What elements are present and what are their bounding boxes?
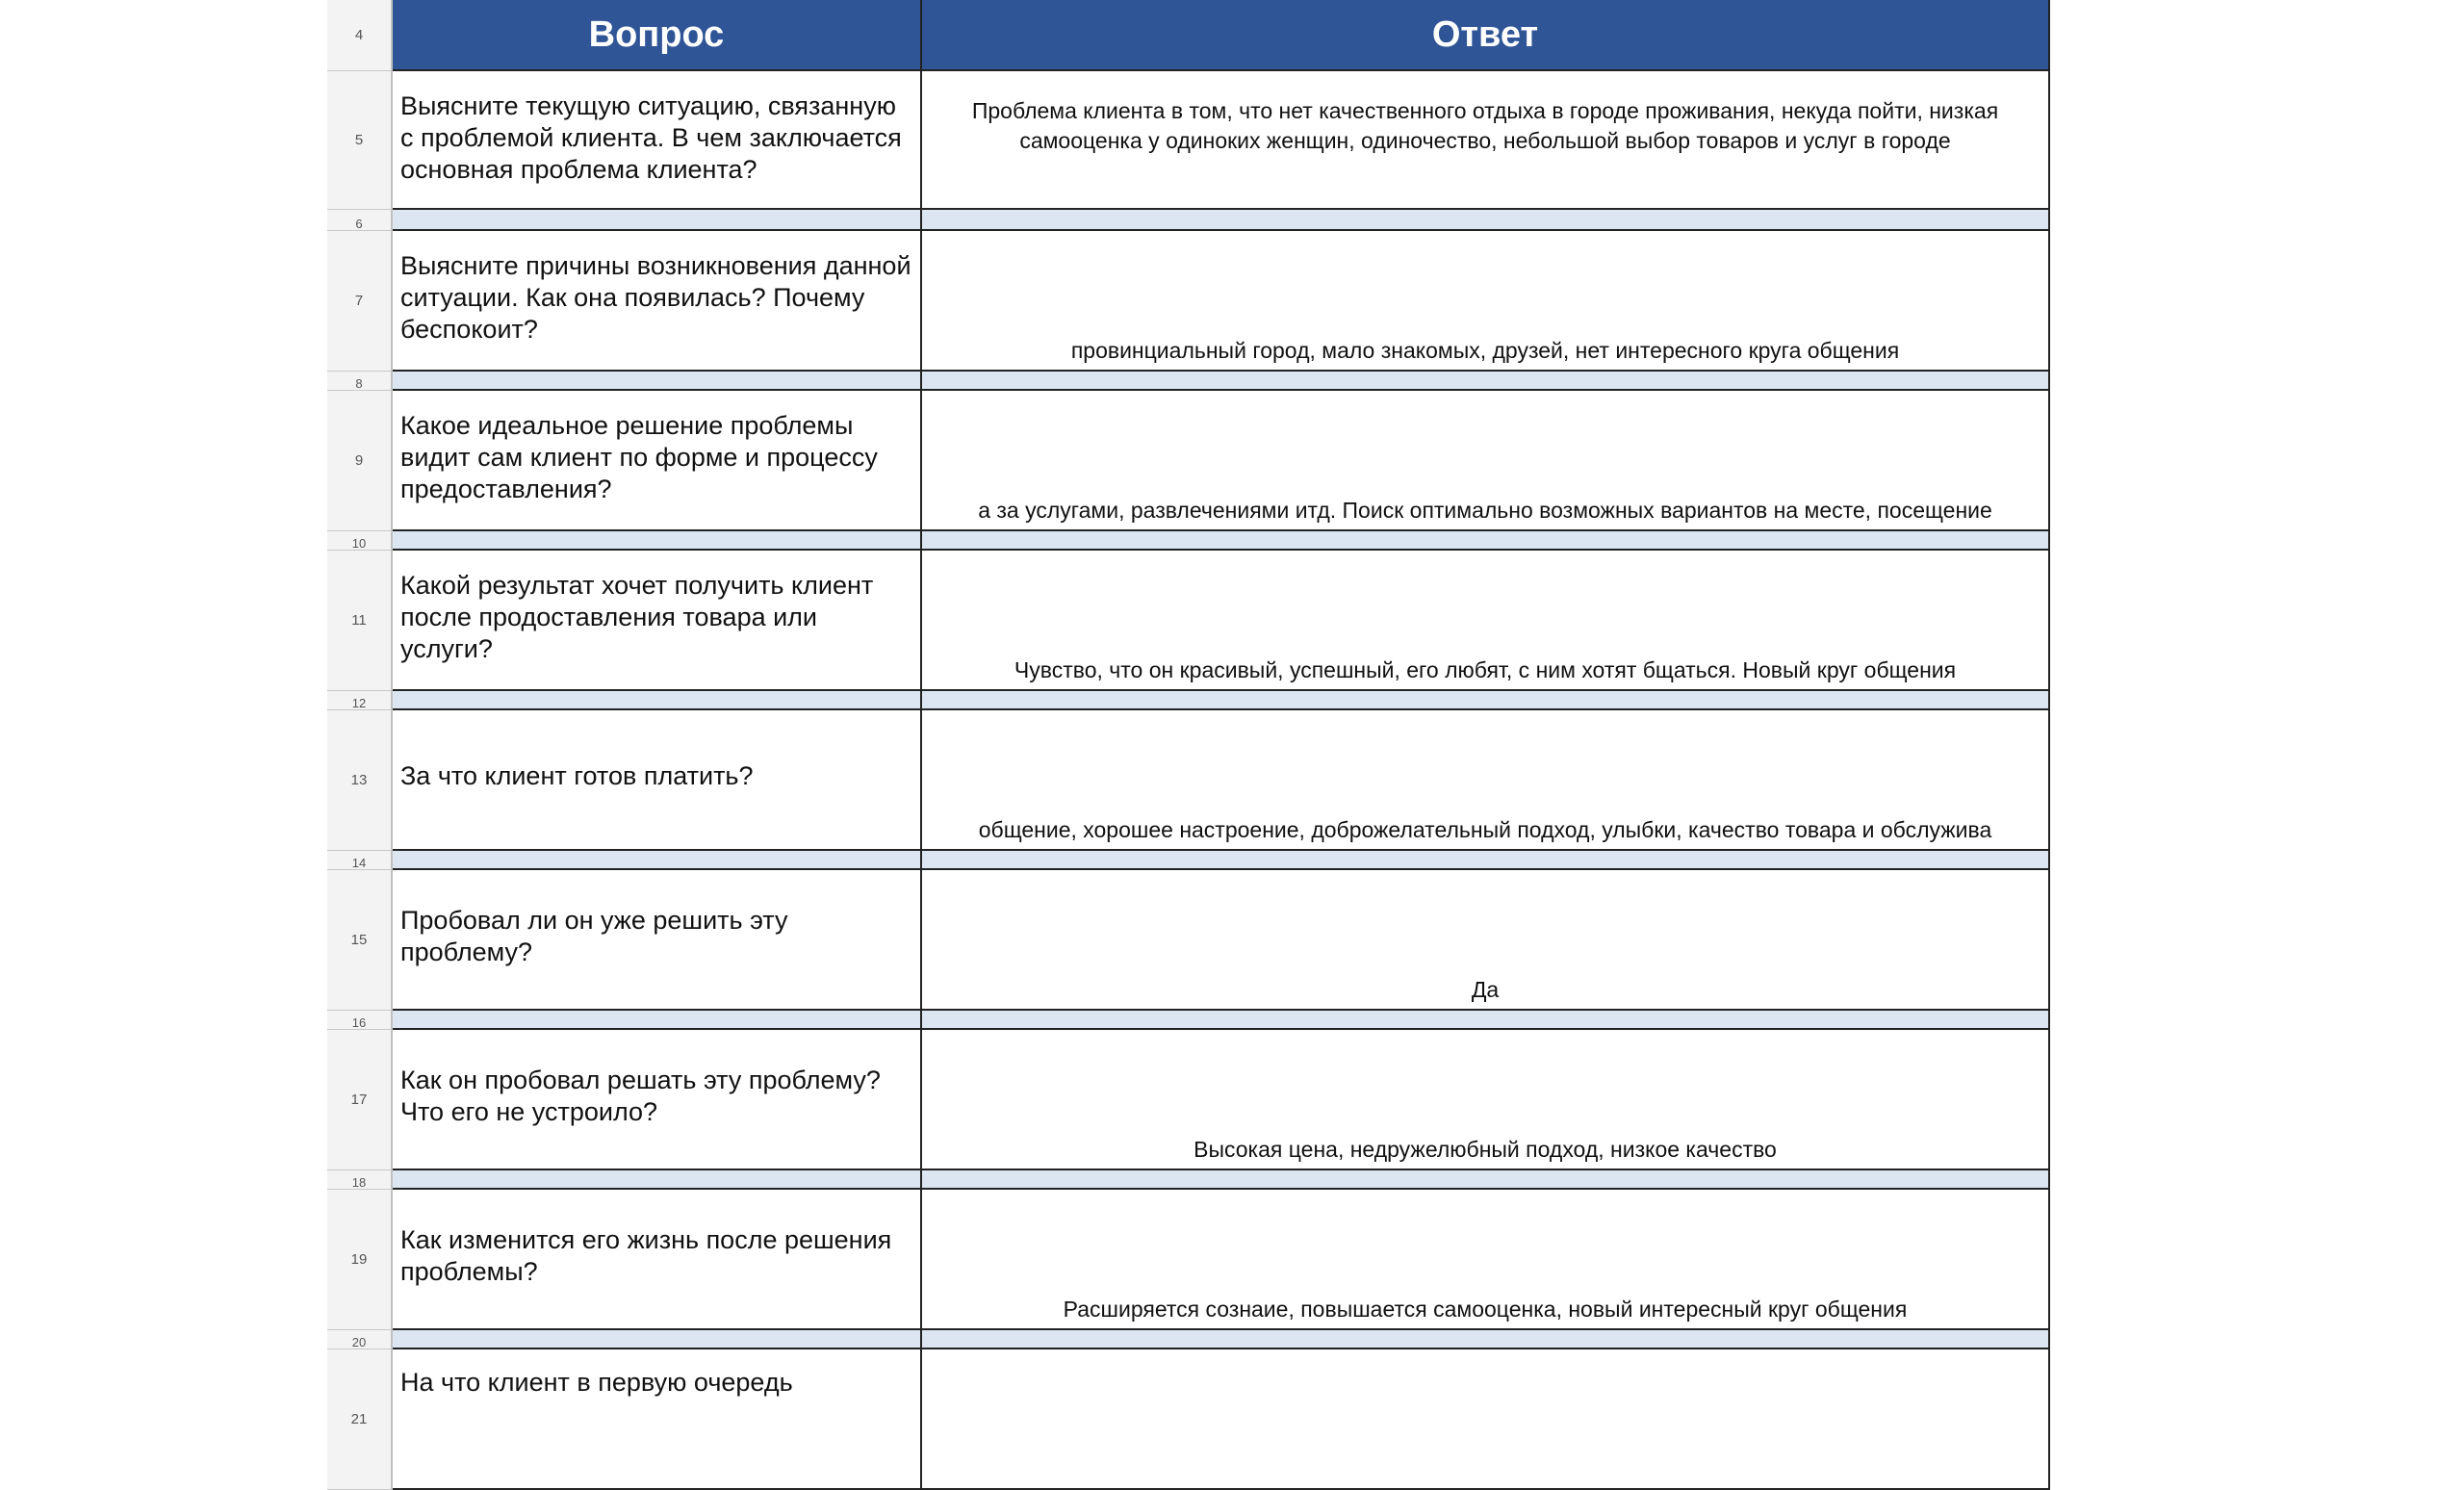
row-number[interactable]: 16 bbox=[327, 1011, 393, 1030]
separator-cell[interactable] bbox=[922, 1011, 2050, 1030]
question-text: Выясните текущую ситуацию, связанную с проблемой клиента. В чем заключается основная проблема клиента? bbox=[400, 91, 902, 184]
row-number[interactable]: 5 bbox=[327, 71, 393, 210]
separator-cell[interactable] bbox=[922, 372, 2050, 391]
answer-text: Да bbox=[1471, 977, 1500, 1002]
separator-cell[interactable] bbox=[393, 372, 922, 391]
answer-text: Чувство, что он красивый, успешный, его любят, с ним хотят бщаться. Новый круг общения bbox=[1014, 657, 1957, 682]
row-number[interactable]: 6 bbox=[327, 210, 393, 231]
answer-text: общение, хорошее настроение, доброжелательный подход, улыбки, качество товара и обслужива bbox=[978, 817, 1992, 842]
separator-cell[interactable] bbox=[393, 210, 922, 231]
question-text: Какой результат хочет получить клиент после продоставления товара или услуги? bbox=[400, 571, 874, 663]
row-number[interactable]: 9 bbox=[327, 391, 393, 531]
row-number[interactable]: 17 bbox=[327, 1030, 393, 1170]
row-number[interactable]: 19 bbox=[327, 1190, 393, 1330]
header-question-cell[interactable]: Вопрос bbox=[393, 0, 922, 71]
spreadsheet-grid bbox=[327, 0, 2050, 1427]
row-number[interactable]: 8 bbox=[327, 372, 393, 391]
separator-cell[interactable] bbox=[922, 851, 2050, 870]
answer-cell[interactable] bbox=[922, 710, 2050, 851]
row-number[interactable]: 11 bbox=[327, 551, 393, 691]
question-cell[interactable] bbox=[393, 391, 922, 531]
table-row bbox=[327, 391, 2050, 531]
row-number[interactable]: 10 bbox=[327, 531, 393, 551]
separator-cell[interactable] bbox=[393, 1330, 922, 1349]
question-cell[interactable] bbox=[393, 1190, 922, 1330]
separator-row bbox=[327, 372, 2050, 391]
header-answer-cell[interactable]: Ответ bbox=[922, 0, 2050, 71]
separator-cell[interactable] bbox=[922, 1330, 2050, 1349]
answer-text: провинциальный город, мало знакомых, друзей, нет интересного круга общения bbox=[1070, 338, 1900, 363]
answer-cell[interactable] bbox=[922, 1190, 2050, 1330]
row-number[interactable]: 4 bbox=[327, 0, 393, 71]
row-number[interactable]: 14 bbox=[327, 851, 393, 870]
answer-cell[interactable] bbox=[922, 1349, 2050, 1490]
question-text: Как он пробовал решать эту проблему? Что его не устроило? bbox=[400, 1066, 881, 1126]
separator-cell[interactable] bbox=[922, 531, 2050, 551]
table-row bbox=[327, 551, 2050, 691]
question-cell[interactable] bbox=[393, 710, 922, 851]
separator-cell[interactable] bbox=[393, 851, 922, 870]
separator-row bbox=[327, 1330, 2050, 1349]
separator-cell[interactable] bbox=[393, 1011, 922, 1030]
question-cell[interactable] bbox=[393, 870, 922, 1011]
question-text: Выясните причины возникновения данной ситуации. Как она появилась? Почему беспокоит? bbox=[400, 251, 911, 344]
question-cell[interactable] bbox=[393, 231, 922, 372]
separator-cell[interactable] bbox=[393, 531, 922, 551]
answer-cell[interactable] bbox=[922, 231, 2050, 372]
separator-cell[interactable] bbox=[393, 1170, 922, 1190]
answer-cell[interactable] bbox=[922, 71, 2050, 210]
answer-text: Расширяется сознаие, повышается самооценка, новый интересный круг общения bbox=[1063, 1297, 1908, 1322]
question-cell[interactable] bbox=[393, 1349, 922, 1490]
separator-row bbox=[327, 851, 2050, 870]
table-row bbox=[327, 1190, 2050, 1330]
table-row bbox=[327, 1349, 2050, 1490]
row-number[interactable]: 13 bbox=[327, 710, 393, 851]
question-text: Какое идеальное решение проблемы видит сам клиент по форме и процессу предоставления? bbox=[400, 411, 878, 503]
question-text: Пробовал ли он уже решить эту проблему? bbox=[400, 906, 788, 966]
question-text: На что клиент в первую очередь bbox=[400, 1368, 793, 1397]
answer-text: Высокая цена, недружелюбный подход, низкое качество bbox=[1194, 1137, 1777, 1162]
separator-cell[interactable] bbox=[922, 691, 2050, 710]
question-text: Как изменится его жизнь после решения проблемы? bbox=[400, 1225, 892, 1286]
answer-cell[interactable] bbox=[922, 1030, 2050, 1170]
table-row bbox=[327, 231, 2050, 372]
answer-text: а за услугами, развлечениями итд. Поиск оптимально возможных вариантов на месте, посещение bbox=[978, 498, 1992, 523]
question-text: За что клиент готов платить? bbox=[400, 761, 754, 790]
header-row bbox=[327, 0, 2050, 71]
separator-row bbox=[327, 210, 2050, 231]
answer-cell[interactable] bbox=[922, 391, 2050, 531]
separator-cell[interactable] bbox=[393, 691, 922, 710]
question-cell[interactable] bbox=[393, 551, 922, 691]
separator-row bbox=[327, 1170, 2050, 1190]
row-number[interactable]: 7 bbox=[327, 231, 393, 372]
row-number[interactable]: 20 bbox=[327, 1330, 393, 1349]
separator-row bbox=[327, 691, 2050, 710]
table-row bbox=[327, 1030, 2050, 1170]
table-row bbox=[327, 870, 2050, 1011]
row-number[interactable]: 21 bbox=[327, 1349, 393, 1490]
separator-row bbox=[327, 1011, 2050, 1030]
answer-cell[interactable] bbox=[922, 870, 2050, 1011]
separator-row bbox=[327, 531, 2050, 551]
table-row bbox=[327, 710, 2050, 851]
separator-cell[interactable] bbox=[922, 1170, 2050, 1190]
question-cell[interactable] bbox=[393, 71, 922, 210]
answer-text: Проблема клиента в том, что нет качественного отдыха в городе проживания, некуда пойти, низкая самооценка у одиноких женщин, одиночество, небольшой выбор товаров и услуг в городе bbox=[971, 98, 1999, 153]
table-row bbox=[327, 71, 2050, 210]
separator-cell[interactable] bbox=[922, 210, 2050, 231]
row-number[interactable]: 12 bbox=[327, 691, 393, 710]
row-number[interactable]: 18 bbox=[327, 1170, 393, 1190]
answer-cell[interactable] bbox=[922, 551, 2050, 691]
question-cell[interactable] bbox=[393, 1030, 922, 1170]
row-number[interactable]: 15 bbox=[327, 870, 393, 1011]
